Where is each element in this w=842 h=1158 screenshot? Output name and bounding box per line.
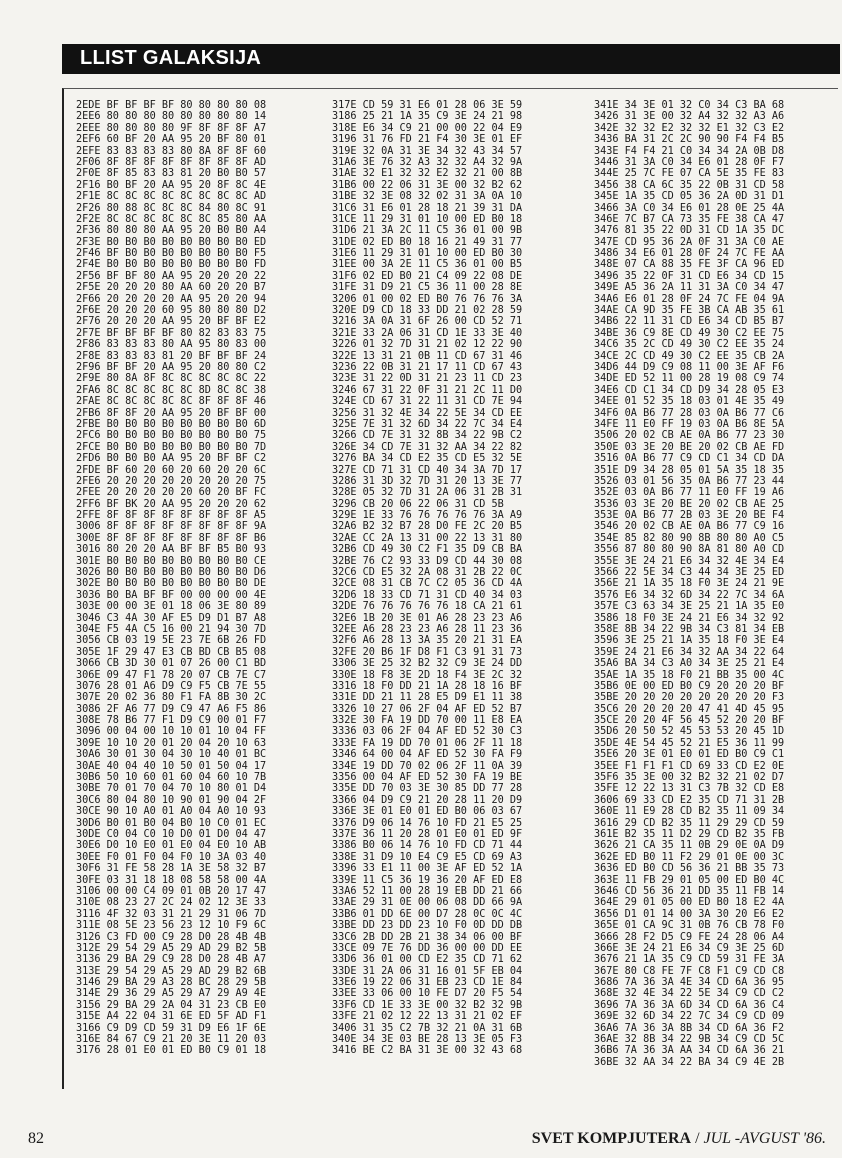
listing-line: 31C6 31 E6 01 28 18 21 39 31 DA xyxy=(332,202,523,214)
listing-line: 349E A5 36 2A 11 31 3A C0 34 47 xyxy=(594,282,785,294)
listing-line: 304E F5 4A C5 16 00 21 94 30 7D xyxy=(76,623,267,635)
listing-line: 35DE 4E 54 45 52 21 E5 36 11 99 xyxy=(594,737,785,749)
listing-line: 3646 CD 56 36 21 DD 35 11 FB 14 xyxy=(594,885,785,897)
listing-line: 30C6 80 04 80 10 90 01 90 04 2F xyxy=(76,794,267,806)
listing-line: 32F6 A6 28 13 3A 35 20 21 31 EA xyxy=(332,635,523,647)
listing-line: 3476 81 35 22 0D 31 CD 1A 35 DC xyxy=(594,225,785,237)
listing-line: 3636 ED B0 CD 56 36 21 BB 35 73 xyxy=(594,863,785,875)
listing-line: 3266 CD 7E 31 32 8B 34 22 9B C2 xyxy=(332,430,523,442)
listing-line: 34AE CA 9D 35 FE 3B CA AB 35 61 xyxy=(594,305,785,317)
listing-line: 2F66 20 20 20 20 AA 95 20 20 94 xyxy=(76,293,267,305)
listing-line: 3236 22 0B 31 21 17 11 CD 67 43 xyxy=(332,361,523,373)
listing-line: 326E 34 CD 7E 31 32 AA 34 22 82 xyxy=(332,441,523,453)
listing-line: 336E 3E 01 E0 01 ED B0 06 03 67 xyxy=(332,806,523,818)
listing-line: 3286 31 3D 32 7D 31 20 13 3E 77 xyxy=(332,475,523,487)
listing-line: 3036 B0 BA BF BF 00 00 00 00 4E xyxy=(76,589,267,601)
listing-line: 310E 08 23 27 2C 24 02 12 3E 33 xyxy=(76,897,267,909)
listing-line: 2EFE 83 83 83 83 80 8A 8F 8F 60 xyxy=(76,145,267,157)
listing-line: 2F46 BF B0 B0 B0 B0 B0 B0 B0 F5 xyxy=(76,248,267,260)
listing-line: 318E E6 34 C9 21 00 00 22 04 E9 xyxy=(332,122,523,134)
listing-line: 363E 11 FB 29 01 05 00 ED B0 4C xyxy=(594,874,785,886)
listing-line: 320E D9 CD 18 33 DD 21 02 28 59 xyxy=(332,305,523,317)
listing-line: 362E ED B0 11 F2 29 01 0E 00 3C xyxy=(594,851,785,863)
listing-line: 345E 1A 35 CD 05 36 2A 0D 31 D1 xyxy=(594,191,785,203)
listing-line: 31B6 00 22 06 31 3E 00 32 B2 62 xyxy=(332,179,523,191)
listing-line: 332E 30 FA 19 DD 70 00 11 E8 EA xyxy=(332,715,523,727)
listing-line: 3536 03 3E 20 BE 20 02 CB AE 25 xyxy=(594,498,785,510)
listing-line: 3596 3E 25 21 1A 35 18 F0 3E E4 xyxy=(594,635,785,647)
listing-line: 2FF6 BF BK 20 AA 95 20 20 20 62 xyxy=(76,498,267,510)
listing-line: 32DE 76 76 76 76 76 18 CA 21 61 xyxy=(332,601,523,613)
listing-line: 322E 13 31 21 0B 11 CD 67 31 46 xyxy=(332,350,523,362)
listing-line: 33C6 2B DD 2B 21 38 34 06 00 BF xyxy=(332,931,523,943)
listing-line: 3276 BA 34 CD E2 35 CD E5 32 5E xyxy=(332,453,523,465)
listing-line: 2FAE 8C 8C 8C 8C 8C 8F 8F 8F 46 xyxy=(76,396,267,408)
listing-line: 30BE 70 01 70 04 70 10 80 01 D4 xyxy=(76,783,267,795)
page-title: LLIST GALAKSIJA xyxy=(80,47,262,69)
listing-line: 32B6 CD 49 30 C2 F1 35 D9 CB BA xyxy=(332,544,523,556)
listing-line: 33CE 09 7E 76 DD 36 00 00 DD EE xyxy=(332,942,523,954)
listing-line: 2F96 BF BF 20 AA 95 20 80 80 C2 xyxy=(76,361,267,373)
listing-line: 3356 00 04 AF ED 52 30 FA 19 BE xyxy=(332,772,523,784)
listing-line: 31F6 02 ED B0 21 C4 09 22 08 DE xyxy=(332,270,523,282)
listing-line: 3146 29 BA 29 A3 28 BC 28 29 5B xyxy=(76,977,267,989)
listing-line: 311E 08 5E 23 56 23 12 10 F9 6C xyxy=(76,920,267,932)
listing-line: 352E 03 0A B6 77 11 E0 FF 19 A6 xyxy=(594,487,785,499)
listing-line: 303E 00 00 3E 01 18 06 3E 80 89 xyxy=(76,601,267,613)
listing-line: 30CE 90 10 A0 01 A0 04 A0 10 93 xyxy=(76,806,267,818)
listing-line: 2FCE B0 B0 B0 B0 B0 B0 B0 B0 7D xyxy=(76,441,267,453)
listing-line: 3626 21 CA 35 11 0B 29 0E 0A D9 xyxy=(594,840,785,852)
listing-line: 35AE 1A 35 18 F0 21 BB 35 00 4C xyxy=(594,669,785,681)
listing-line: 3616 29 CD B2 35 11 29 29 CD 59 xyxy=(594,817,785,829)
listing-line: 3406 31 35 C2 7B 32 21 0A 31 6B xyxy=(332,1022,523,1034)
listing-line: 3136 29 BA 29 C9 28 D0 28 4B A7 xyxy=(76,954,267,966)
listing-line: 34C6 35 2C CD 49 30 C2 EE 35 24 xyxy=(594,339,785,351)
listing-line: 30FE 03 31 18 18 08 58 58 00 4A xyxy=(76,874,267,886)
page-number: 82 xyxy=(28,1130,44,1147)
listing-line: 33F6 CD 1E 33 3E 00 32 B2 32 9B xyxy=(332,999,523,1011)
listing-line: 3486 34 E6 01 28 0F 24 7C FE AA xyxy=(594,248,785,260)
listing-line: 30AE 40 04 40 10 50 01 50 04 17 xyxy=(76,760,267,772)
listing-line: 330E 18 F8 3E 2D 18 F4 3E 2C 32 xyxy=(332,669,523,681)
listing-line: 32A6 B2 32 B7 28 D0 FE 2C 20 B5 xyxy=(332,521,523,533)
listing-line: 327E CD 71 31 CD 40 34 3A 7D 17 xyxy=(332,464,523,476)
listing-line: 35EE F1 F1 F1 CD 69 33 CD E2 0E xyxy=(594,760,785,772)
listing-line: 34DE ED 52 11 00 28 19 08 C9 74 xyxy=(594,373,785,385)
listing-line: 312E 29 54 29 A5 29 AD 29 B2 5B xyxy=(76,942,267,954)
listing-line: 3006 8F 8F 8F 8F 8F 8F 8F 8F 9A xyxy=(76,521,267,533)
listing-line: 3056 CB 03 19 5E 23 7E 6B 26 FD xyxy=(76,635,267,647)
listing-line: 31A6 3E 76 32 A3 32 32 A4 32 9A xyxy=(332,156,523,168)
listing-line: 33FE 21 02 12 22 13 31 21 02 EF xyxy=(332,1011,523,1023)
listing-line: 30D6 B0 01 B0 04 B0 10 C0 01 EC xyxy=(76,817,267,829)
listing-line: 3466 3A C0 34 E6 01 28 0E 25 4A xyxy=(594,202,785,214)
listing-line: 35B6 0E 00 ED B0 C9 20 20 20 BF xyxy=(594,680,785,692)
listing-line: 2FDE BF 60 20 60 20 60 20 20 6C xyxy=(76,464,267,476)
listing-line: 34FE 11 E0 FF 19 03 0A B6 8E 5A xyxy=(594,418,785,430)
listing-line: 2F0E 8F 85 83 83 81 20 B0 B0 57 xyxy=(76,168,267,180)
listing-line: 3166 C9 D9 CD 59 31 D9 E6 1F 6E xyxy=(76,1022,267,1034)
listing-line: 31CE 11 29 31 01 10 00 ED B0 18 xyxy=(332,213,523,225)
listing-line: 3526 03 01 56 35 0A B6 77 23 44 xyxy=(594,475,785,487)
listing-line: 334E 19 DD 70 02 06 2F 11 0A 39 xyxy=(332,760,523,772)
listing-line: 361E B2 35 11 D2 29 CD B2 35 FB xyxy=(594,829,785,840)
listing-line: 32AE CC 2A 13 31 00 22 13 31 80 xyxy=(332,532,523,544)
listing-line: 32CE 08 31 CB 7C C2 05 36 CD 4A xyxy=(332,578,523,590)
listing-line: 344E 25 7C FE 07 CA 5E 35 FE 83 xyxy=(594,168,785,180)
listing-line: 2FE6 20 20 20 20 20 20 20 20 75 xyxy=(76,475,267,487)
listing-line: 3546 20 02 CB AE 0A B6 77 C9 16 xyxy=(594,521,785,533)
listing-line: 30A6 30 01 30 04 30 10 40 01 BC xyxy=(76,749,267,761)
listing-line: 2EE6 80 80 80 80 80 80 80 80 14 xyxy=(76,111,267,123)
listing-line: 34D6 44 D9 C9 08 11 00 3E AF F6 xyxy=(594,361,785,373)
listing-line: 3206 01 00 02 ED B0 76 76 76 3A xyxy=(332,293,523,305)
listing-line: 3086 2F A6 77 D9 C9 47 A6 F5 86 xyxy=(76,703,267,715)
listing-line: 31BE 32 3E 08 32 02 31 3A 0A 10 xyxy=(332,191,523,203)
listing-line: 33EE 33 06 00 10 FE D7 20 F5 54 xyxy=(332,988,523,1000)
listing-line: 3496 35 22 0F 31 CD E6 34 CD 15 xyxy=(594,270,785,282)
listing-line: 325E 7E 31 32 6D 34 22 7C 34 E4 xyxy=(332,418,523,430)
listing-line: 2FEE 20 20 20 20 20 60 20 BF FC xyxy=(76,487,267,499)
listing-line: 3316 18 F0 DD 21 1A 28 18 16 BF xyxy=(332,680,523,692)
listing-line: 2F8E 83 83 83 81 20 BF BF BF 24 xyxy=(76,350,267,362)
listing-line: 2F9E 80 8A 8F 8C 8C 8C 8C 8C 22 xyxy=(76,373,267,385)
listing-column-1 xyxy=(76,100,266,1057)
listing-line: 36B6 7A 36 3A AA 34 CD 6A 36 21 xyxy=(594,1045,785,1057)
listing-line: 35CE 20 20 4F 56 45 52 20 20 BF xyxy=(594,715,785,727)
listing-line: 30B6 50 10 60 01 60 04 60 10 7B xyxy=(76,772,267,784)
listing-line: 3376 D9 06 14 76 10 FD 21 E5 25 xyxy=(332,817,523,829)
listing-line: 3156 29 BA 29 2A 04 31 23 CB E0 xyxy=(76,999,267,1011)
listing-line: 337E 36 11 20 28 01 E0 01 ED 9F xyxy=(332,829,523,840)
listing-line: 3116 4F 32 03 31 21 29 31 06 7D xyxy=(76,908,267,920)
listing-line: 35D6 20 50 52 45 53 53 20 45 1D xyxy=(594,726,785,738)
listing-line: 343E F4 F4 21 C0 34 34 2A 0B D8 xyxy=(594,145,785,157)
listing-line: 33AE 29 31 0E 00 06 08 DD 66 9A xyxy=(332,897,523,909)
listing-line: 2EDE BF BF BF BF 80 80 80 80 08 xyxy=(76,100,267,111)
listing-line: 33A6 52 11 00 28 19 EB DD 21 66 xyxy=(332,885,523,897)
listing-line: 2FC6 B0 B0 B0 B0 B0 B0 B0 B0 75 xyxy=(76,430,267,442)
listing-line: 34E6 CD C1 34 CD D9 34 28 05 E3 xyxy=(594,384,785,396)
listing-column-2 xyxy=(332,100,522,1057)
listing-line: 3066 CB 3D 30 01 07 26 00 C1 BD xyxy=(76,658,267,670)
listing-line: 35F6 35 3E 00 32 B2 32 21 02 D7 xyxy=(594,772,785,784)
listing-line: 3696 7A 36 3A 6D 34 CD 6A 36 C4 xyxy=(594,999,785,1011)
listing-line: 2FA6 8C 8C 8C 8C 8C 8D 8C 8C 38 xyxy=(76,384,267,396)
listing-line: 3576 E6 34 32 6D 34 22 7C 34 6A xyxy=(594,589,785,601)
listing-line: 309E 10 10 20 01 20 04 20 10 63 xyxy=(76,737,267,749)
listing-line: 307E 20 02 36 80 F1 FA 8B 30 2C xyxy=(76,692,267,704)
listing-line: 2FFE 8F 8F 8F 8F 8F 8F 8F 8F A5 xyxy=(76,510,267,522)
listing-line: 33BE DD 23 DD 23 10 F0 0D DD DB xyxy=(332,920,523,932)
listing-line: 3126 C3 FD 00 C9 28 D0 28 4B 4B xyxy=(76,931,267,943)
listing-line: 365E 01 CA 9C 31 0B 76 CB 78 F0 xyxy=(594,920,785,932)
listing-line: 30EE F0 01 F0 04 F0 10 3A 03 40 xyxy=(76,851,267,863)
listing-line: 2FBE B0 B0 B0 B0 B0 B0 B0 B0 6D xyxy=(76,418,267,430)
listing-line: 2F06 8F 8F 8F 8F 8F 8F 8F 8F AD xyxy=(76,156,267,168)
listing-line: 31AE 32 E1 32 32 E2 32 21 00 8B xyxy=(332,168,523,180)
listing-line: 348E 07 CA 88 35 FE 3F CA 96 ED xyxy=(594,259,785,271)
listing-line: 32EE A6 28 23 23 A6 28 11 23 36 xyxy=(332,623,523,635)
listing-line: 308E 78 B6 77 F1 D9 C9 00 01 F7 xyxy=(76,715,267,727)
listing-line: 3556 87 80 80 90 8A 81 80 A0 CD xyxy=(594,544,785,556)
magazine-name: SVET KOMPJUTERA xyxy=(531,1130,692,1147)
listing-line: 31E6 11 29 31 01 10 00 ED B0 30 xyxy=(332,248,523,260)
listing-line: 32E6 1B 20 3E 01 A6 28 23 23 A6 xyxy=(332,612,523,624)
listing-line: 31FE 31 D9 21 C5 36 11 00 28 8E xyxy=(332,282,523,294)
listing-line: 321E 33 2A 06 31 CD 1E 33 3E 40 xyxy=(332,327,523,339)
listing-line: 342E 32 32 E2 32 32 E1 32 C3 E2 xyxy=(594,122,785,134)
listing-line: 313E 29 54 29 A5 29 AD 29 B2 6B xyxy=(76,965,267,977)
listing-line: 359E 24 21 E6 34 32 AA 34 22 64 xyxy=(594,646,785,658)
listing-line: 351E D9 34 28 05 01 5A 35 18 35 xyxy=(594,464,785,476)
listing-line: 369E 32 6D 34 22 7C 34 C9 CD 09 xyxy=(594,1011,785,1023)
listing-line: 3046 C3 4A 30 AF E5 D9 D1 B7 A8 xyxy=(76,612,267,624)
listing-line: 3196 31 76 FD 21 F4 30 3E 01 EF xyxy=(332,134,523,146)
listing-line: 300E 8F 8F 8F 8F 8F 8F 8F 8F B6 xyxy=(76,532,267,544)
listing-line: 364E 29 01 05 00 ED B0 18 E2 4A xyxy=(594,897,785,909)
listing-line: 3416 BE C2 BA 31 3E 00 32 43 68 xyxy=(332,1045,523,1057)
listing-line: 354E 85 82 80 90 8B 80 80 A0 C5 xyxy=(594,532,785,544)
listing-line: 2FB6 8F 8F 20 AA 95 20 BF BF 00 xyxy=(76,407,267,419)
listing-line: 317E CD 59 31 E6 01 28 06 3E 59 xyxy=(332,100,523,111)
listing-line: 357E C3 63 34 3E 25 21 1A 35 E0 xyxy=(594,601,785,613)
listing-line: 34B6 22 11 31 CD E6 34 CD B5 B7 xyxy=(594,316,785,328)
listing-line: 2FD6 B0 B0 B0 AA 95 20 BF BF C2 xyxy=(76,453,267,465)
listing-line: 31EE 00 3A 2E 11 C5 36 01 00 B5 xyxy=(332,259,523,271)
listing-line: 35C6 20 20 20 20 47 41 4D 45 95 xyxy=(594,703,785,715)
issue-date: JUL -AVGUST '86. xyxy=(703,1130,826,1147)
listing-line: 316E 84 67 C9 21 20 3E 11 20 03 xyxy=(76,1034,267,1046)
listing-line: 2F26 80 88 8C 8C 8C 84 80 8C 91 xyxy=(76,202,267,214)
listing-line: 3366 04 D9 C9 21 20 28 11 20 D9 xyxy=(332,794,523,806)
listing-column-3 xyxy=(594,100,784,1068)
listing-line: 3446 31 3A C0 34 E6 01 28 0F F7 xyxy=(594,156,785,168)
listing-line: 31DE 02 ED B0 18 16 21 49 31 77 xyxy=(332,236,523,248)
listing-line: 34CE 2C CD 49 30 C2 EE 35 CB 2A xyxy=(594,350,785,362)
listing-line: 34A6 E6 01 28 0F 24 7C FE 04 9A xyxy=(594,293,785,305)
listing-line: 2F36 80 80 80 AA 95 20 B0 B0 A4 xyxy=(76,225,267,237)
listing-line: 3176 28 01 E0 01 ED B0 C9 01 18 xyxy=(76,1045,267,1057)
listing-line: 36AE 32 8B 34 22 9B 34 C9 CD 5C xyxy=(594,1034,785,1046)
listing-line: 2F5E 20 20 20 80 AA 60 20 20 B7 xyxy=(76,282,267,294)
listing-line: 350E 03 3E 20 BE 20 02 CB AE FD xyxy=(594,441,785,453)
listing-line: 346E 7C B7 CA 73 35 FE 38 CA 47 xyxy=(594,213,785,225)
listing-line: 32BE 76 C2 93 33 D9 CD 44 30 08 xyxy=(332,555,523,567)
listing-line: 2F6E 20 20 20 60 95 80 80 80 D2 xyxy=(76,305,267,317)
listing-line: 3666 28 F2 D5 C9 FE 24 28 06 A4 xyxy=(594,931,785,943)
listing-line: 360E 11 E9 28 CD B2 35 11 09 34 xyxy=(594,806,785,818)
listing-line: 341E 34 3E 01 32 C0 34 C3 BA 68 xyxy=(594,100,785,111)
listing-line: 2EEE 80 80 80 80 9F 8F 8F 8F A7 xyxy=(76,122,267,134)
listing-line: 338E 31 D9 10 E4 C9 E5 CD 69 A3 xyxy=(332,851,523,863)
listing-line: 2F3E B0 B0 B0 B0 B0 B0 B0 B0 ED xyxy=(76,236,267,248)
listing-line: 3226 01 32 7D 31 21 02 12 22 90 xyxy=(332,339,523,351)
listing-line: 2F7E BF BF BF BF 80 82 83 83 75 xyxy=(76,327,267,339)
listing-line: 3186 25 21 1A 35 C9 3E 24 21 98 xyxy=(332,111,523,123)
listing-line: 3306 3E 25 32 B2 32 C9 3E 24 DD xyxy=(332,658,523,670)
listing-line: 2F1E 8C 8C 8C 8C 8C 8C 8C 8C AD xyxy=(76,191,267,203)
listing-line: 3216 3A 0A 31 6F 26 00 CD 52 71 xyxy=(332,316,523,328)
listing-line: 329E 1E 33 76 76 76 76 76 3A A9 xyxy=(332,510,523,522)
listing-line: 323E 31 22 0D 31 21 23 11 CD 23 xyxy=(332,373,523,385)
listing-line: 358E 8B 34 22 9B 34 C3 81 34 EB xyxy=(594,623,785,635)
listing-line: 3106 00 00 C4 09 01 0B 20 17 47 xyxy=(76,885,267,897)
listing-line: 3026 B0 B0 B0 B0 B0 B0 B0 B0 D6 xyxy=(76,567,267,579)
listing-line: 3336 03 06 2F 04 AF ED 52 30 C3 xyxy=(332,726,523,738)
listing-line: 367E 80 C8 FE 7F C8 F1 C9 CD C8 xyxy=(594,965,785,977)
listing-line: 3096 00 04 00 10 10 01 10 04 FF xyxy=(76,726,267,738)
listing-line: 347E CD 95 36 2A 0F 31 3A C0 AE xyxy=(594,236,785,248)
listing-line: 35E6 20 3E 01 E0 01 ED B0 C9 C1 xyxy=(594,749,785,761)
listing-line: 3296 CB 20 06 22 06 31 CD 5B xyxy=(332,498,504,510)
listing-line: 356E 21 1A 35 18 F0 3E 24 21 9E xyxy=(594,578,785,590)
listing-line: 335E DD 70 03 3E 30 85 DD 77 28 xyxy=(332,783,523,795)
listing-line: 339E 11 C5 36 19 36 20 AF ED E8 xyxy=(332,874,523,886)
listing-line: 32FE 20 B6 1F D8 F1 C3 91 31 73 xyxy=(332,646,523,658)
listing-line: 2F56 BF BF 80 AA 95 20 20 20 22 xyxy=(76,270,267,282)
listing-line: 3386 B0 06 14 76 10 FD CD 71 44 xyxy=(332,840,523,852)
listing-line: 305E 1F 29 47 E3 CB BD CB B5 08 xyxy=(76,646,267,658)
listing-line: 3326 10 27 06 2F 04 AF ED 52 B7 xyxy=(332,703,523,715)
listing-line: 324E CD 67 31 22 11 31 CD 7E 94 xyxy=(332,396,523,408)
listing-line: 368E 32 4E 34 22 5E 34 C9 CD C2 xyxy=(594,988,785,1000)
listing-line: 366E 3E 24 21 E6 34 C9 3E 25 6D xyxy=(594,942,785,954)
listing-line: 2F86 83 83 83 80 AA 95 80 83 00 xyxy=(76,339,267,351)
listing-line: 3246 67 31 22 0F 31 21 2C 11 D0 xyxy=(332,384,523,396)
listing-line: 3076 28 01 A6 D9 C9 F5 CB 7E 55 xyxy=(76,680,267,692)
listing-line: 33B6 01 DD 6E 00 D7 28 0C 0C 4C xyxy=(332,908,523,920)
listing-line: 2F2E 8C 8C 8C 8C 8C 8C 85 80 AA xyxy=(76,213,267,225)
listing-line: 3566 22 5E 34 C3 44 34 3E 25 ED xyxy=(594,567,785,579)
footer-credit xyxy=(532,1130,826,1148)
listing-line: 340E 34 3E 03 BE 28 13 3E 05 F3 xyxy=(332,1034,523,1046)
listing-line: 35BE 20 20 20 20 20 20 20 20 F3 xyxy=(594,692,785,704)
listing-line: 328E 05 32 7D 31 2A 06 31 2B 31 xyxy=(332,487,523,499)
listing-line: 3426 31 3E 00 32 A4 32 32 A3 A6 xyxy=(594,111,785,123)
listing-line: 36BE 32 AA 34 22 BA 34 C9 4E 2B xyxy=(594,1056,785,1068)
listing-line: 2F4E B0 B0 B0 B0 B0 B0 B0 B0 FD xyxy=(76,259,267,271)
listing-line: 33E6 19 22 06 31 EB 23 CD 1E 84 xyxy=(332,977,523,989)
listing-line: 301E B0 B0 B0 B0 B0 B0 B0 B0 CE xyxy=(76,555,267,567)
listing-line: 3256 31 32 4E 34 22 5E 34 CD EE xyxy=(332,407,523,419)
listing-line: 2F76 20 20 20 AA 95 20 BF BF E2 xyxy=(76,316,267,328)
listing-line: 3586 18 F0 3E 24 21 E6 34 32 92 xyxy=(594,612,785,624)
listing-line: 302E B0 B0 B0 B0 B0 B0 B0 B0 DE xyxy=(76,578,267,590)
listing-line: 306E 09 47 F1 78 20 07 CB 7E C7 xyxy=(76,669,267,681)
listing-line: 32D6 18 33 CD 71 31 CD 40 34 03 xyxy=(332,589,523,601)
header-bar xyxy=(62,44,840,74)
listing-line: 30F6 31 FE 58 28 1A 3E 58 32 B7 xyxy=(76,863,267,875)
listing-line: 2F16 B0 BF 20 AA 95 20 8F 8C 4E xyxy=(76,179,267,191)
listing-line: 353E 0A B6 77 2B 03 3E 20 BE F4 xyxy=(594,510,785,522)
listing-line: 33DE 31 2A 06 31 16 01 5F EB 04 xyxy=(332,965,523,977)
listing-line: 3456 38 CA 6C 35 22 0B 31 CD 58 xyxy=(594,179,785,191)
listing-line: 31D6 21 3A 2C 11 C5 36 01 00 9B xyxy=(332,225,523,237)
listing-line: 331E DD 21 11 28 E5 D9 E1 11 38 xyxy=(332,692,523,704)
listing-line: 32C6 CD E5 32 2A 08 31 2B 22 0C xyxy=(332,567,523,579)
listing-line: 319E 32 0A 31 3E 34 32 43 34 57 xyxy=(332,145,523,157)
listing-line: 315E A4 22 04 31 6E ED 5F AD F1 xyxy=(76,1011,267,1023)
listing-line: 3676 21 1A 35 C9 CD 59 31 FE 3A xyxy=(594,954,785,966)
listing-line: 3436 BA 31 2C 2C 90 90 F4 F4 B5 xyxy=(594,134,785,146)
footer-separator: / xyxy=(691,1130,704,1147)
listing-line: 34EE 01 52 35 18 03 01 4E 35 49 xyxy=(594,396,785,408)
listing-line: 35A6 BA 34 C3 A0 34 3E 25 21 E4 xyxy=(594,658,785,670)
listing-line: 314E 29 36 29 A5 29 A7 29 A9 4E xyxy=(76,988,267,1000)
listing-line: 3506 20 02 CB AE 0A B6 77 23 30 xyxy=(594,430,785,442)
listing-line: 34BE 36 C9 8E CD 49 30 C2 EE 75 xyxy=(594,327,785,339)
listing-line: 2EF6 60 BF 20 AA 95 20 BF 80 01 xyxy=(76,134,267,146)
listing-line: 35FE 12 22 13 31 C3 7B 32 CD E8 xyxy=(594,783,785,795)
listing-line: 3656 D1 01 14 00 3A 30 20 E6 E2 xyxy=(594,908,785,920)
listing-line: 3396 33 E1 11 00 3E AF ED 52 1A xyxy=(332,863,523,875)
listing-line: 3516 0A B6 77 C9 CD C1 34 CD DA xyxy=(594,453,785,465)
listing-line: 355E 3E 24 21 E6 34 32 4E 34 E4 xyxy=(594,555,785,567)
listing-line: 333E FA 19 DD 70 01 06 2F 11 18 xyxy=(332,737,523,749)
listing-line: 3346 64 00 04 AF ED 52 30 FA F9 xyxy=(332,749,523,761)
listing-line: 30DE C0 04 C0 10 D0 01 D0 04 47 xyxy=(76,829,267,840)
listing-line: 3016 80 20 20 AA BF BF B5 B0 93 xyxy=(76,544,267,556)
listing-line: 30E6 D0 10 E0 01 E0 04 E0 10 AB xyxy=(76,840,267,852)
listing-line: 36A6 7A 36 3A 8B 34 CD 6A 36 F2 xyxy=(594,1022,785,1034)
listing-line: 34F6 0A B6 77 28 03 0A B6 77 C6 xyxy=(594,407,785,419)
listing-line: 3686 7A 36 3A 4E 34 CD 6A 36 95 xyxy=(594,977,785,989)
listing-line: 33D6 36 01 00 CD E2 35 CD 71 62 xyxy=(332,954,523,966)
listing-line: 3606 69 33 CD E2 35 CD 71 31 2B xyxy=(594,794,785,806)
